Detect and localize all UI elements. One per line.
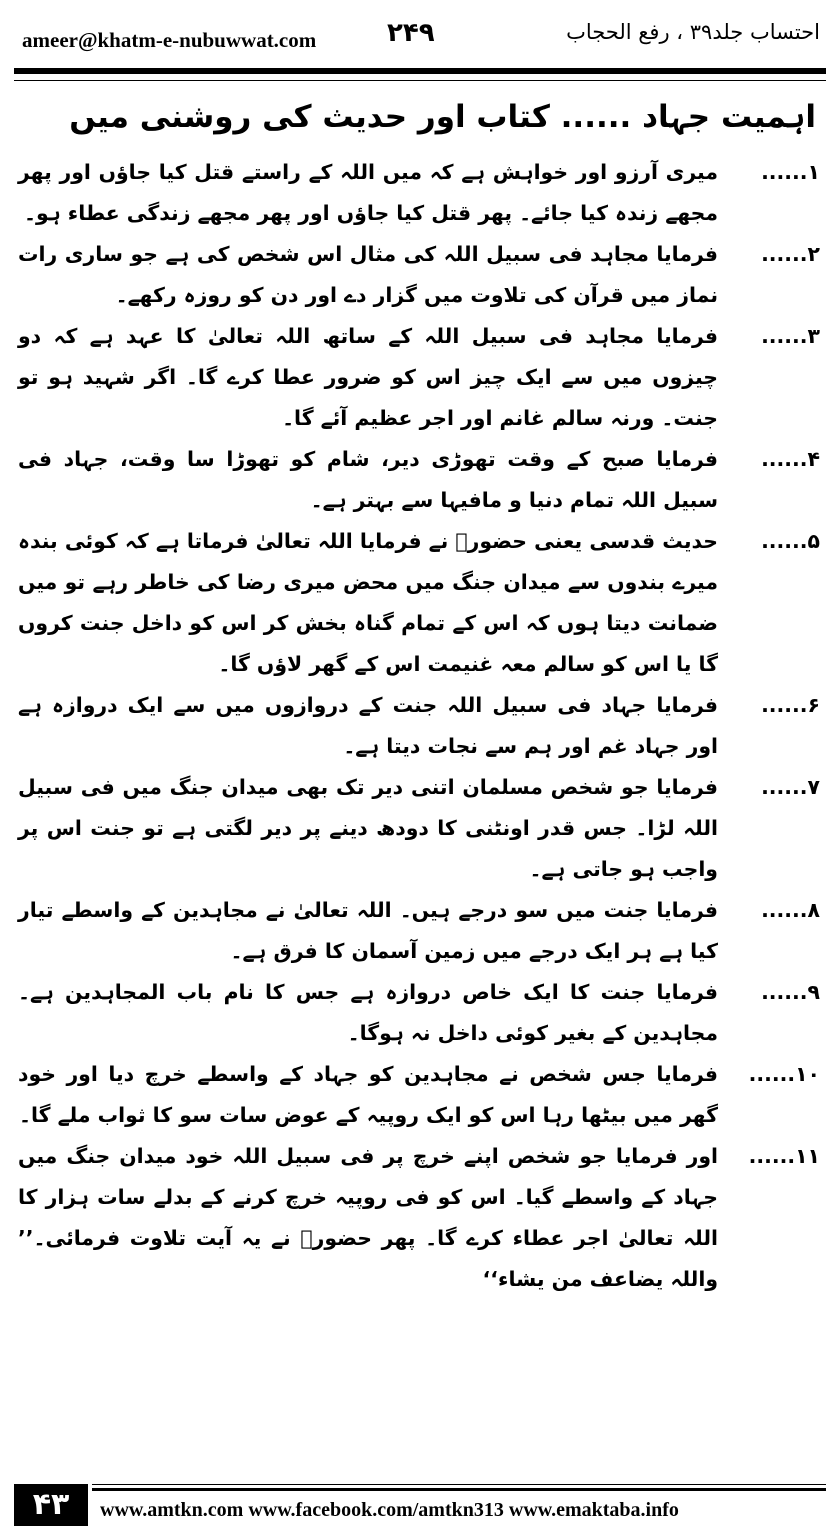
item-number: ۵...... xyxy=(761,529,820,553)
item-text: فرمایا جہاد فی سبیل اللہ جنت کے دروازوں میں سے ایک دروازہ ہے اور جہاد غم اور ہم سے نجات دیتا ہے۔ xyxy=(18,693,718,758)
section-title: اہمیت جہاد ...... کتاب اور حدیث کی روشنی میں xyxy=(69,99,816,135)
header-rule-thin xyxy=(14,80,826,81)
item-number: ۷...... xyxy=(761,775,820,799)
item-text: فرمایا صبح کے وقت تھوڑی دیر، شام کو تھوڑا سا وقت، جہاد فی سبیل اللہ تمام دنیا و مافیہا سے بہتر ہے۔ xyxy=(18,447,718,512)
item-text: فرمایا جو شخص مسلمان اتنی دیر تک بھی میدان جنگ میں فی سبیل اللہ لڑا۔ جس قدر اونٹنی کا دودھ دینے پر دیر لگتی ہے تو جنت اس پر واجب ہو جاتی ہے۔ xyxy=(18,775,718,881)
item-text: حدیث قدسی یعنی حضورؐ نے فرمایا اللہ تعالیٰ فرماتا ہے کہ کوئی بندہ میرے بندوں سے میدان جنگ میں محض میری رضا کی خاطر رہے تو میں ضمانت دیتا ہوں کہ اس کے تمام گناہ بخش کر اس کو داخل جنت کروں گا یا اس کو سالم معہ غنیمت اس کے گھر لاؤں گا۔ xyxy=(18,529,718,676)
item-text: فرمایا جنت کا ایک خاص دروازہ ہے جس کا نام باب المجاہدین ہے۔ مجاہدین کے بغیر کوئی داخل نہ ہوگا۔ xyxy=(18,980,718,1045)
list-item-10 xyxy=(18,1054,820,1136)
footer-rule-thick xyxy=(92,1488,826,1491)
item-text: فرمایا مجاہد فی سبیل اللہ کی مثال اس شخص کی ہے جو ساری رات نماز میں قرآن کی تلاوت میں گزار دے اور دن کو روزہ رکھے۔ xyxy=(18,242,718,307)
list-item-7 xyxy=(18,767,820,890)
list-item-6 xyxy=(18,685,820,767)
item-text: فرمایا مجاہد فی سبیل اللہ کے ساتھ اللہ تعالیٰ کا عہد ہے کہ دو چیزوں میں سے ایک چیز اس کو ضرور عطا کرے گا۔ اگر شہید ہو تو جنت۔ ورنہ سالم غانم اور اجر عظیم آئے گا۔ xyxy=(18,324,718,430)
list-item-8 xyxy=(18,890,820,972)
hadith-list xyxy=(18,152,820,1300)
item-text: فرمایا جس شخص نے مجاہدین کو جہاد کے واسطے خرچ دیا اور خود گھر میں بیٹھا رہا اس کو ایک روپیہ کے عوض سات سو کا ثواب ملے گا۔ xyxy=(18,1062,718,1127)
item-number: ۱...... xyxy=(761,160,820,184)
list-item-5 xyxy=(18,521,820,685)
footer-urls: www.amtkn.com www.facebook.com/amtkn313 www.emaktaba.info xyxy=(100,1499,679,1521)
list-item-4 xyxy=(18,439,820,521)
header-email: ameer@khatm-e-nubuwwat.com xyxy=(22,28,317,52)
list-item-2 xyxy=(18,234,820,316)
page-header xyxy=(14,14,826,60)
item-number: ۸...... xyxy=(761,898,820,922)
item-number: ۳...... xyxy=(761,324,820,348)
item-number: ۱۱...... xyxy=(748,1144,820,1168)
footer-rule-thin xyxy=(92,1484,826,1485)
item-text: اور فرمایا جو شخص اپنے خرچ پر فی سبیل اللہ خود میدان جنگ میں جہاد کے واسطے گیا۔ اس کو فی روپیہ خرچ کرنے کے بدلے سات ہزار کا اللہ تعالیٰ اجر عطاء کرے گا۔ پھر حضورؐ نے یہ آیت تلاوت فرمائی۔’’ واللہ یضاعف من یشاء‘‘ xyxy=(18,1144,718,1291)
item-number: ۲...... xyxy=(761,242,820,266)
list-item-11 xyxy=(18,1136,820,1300)
item-number: ۶...... xyxy=(761,693,820,717)
item-number: ۴...... xyxy=(761,447,820,471)
list-item-3 xyxy=(18,316,820,439)
header-rule-thick xyxy=(14,68,826,74)
list-item-9 xyxy=(18,972,820,1054)
item-text: میری آرزو اور خواہش ہے کہ میں اللہ کے راستے قتل کیا جاؤں اور پھر مجھے زندہ کیا جائے۔ پھر قتل کیا جاؤں اور پھر مجھے زندگی عطاء ہو۔ xyxy=(18,160,718,225)
header-page-number: ۲۴۹ xyxy=(387,18,435,48)
item-number: ۹...... xyxy=(761,980,820,1004)
header-book-title: احتساب جلد۳۹ ، رفع الحجاب xyxy=(566,20,820,44)
footer-number-box: ۴۳ xyxy=(14,1484,88,1526)
item-number: ۱۰...... xyxy=(748,1062,820,1086)
list-item-1 xyxy=(18,152,820,234)
item-text: فرمایا جنت میں سو درجے ہیں۔ اللہ تعالیٰ نے مجاہدین کے واسطے تیار کیا ہے ہر ایک درجے میں زمین آسمان کا فرق ہے۔ xyxy=(18,898,718,963)
